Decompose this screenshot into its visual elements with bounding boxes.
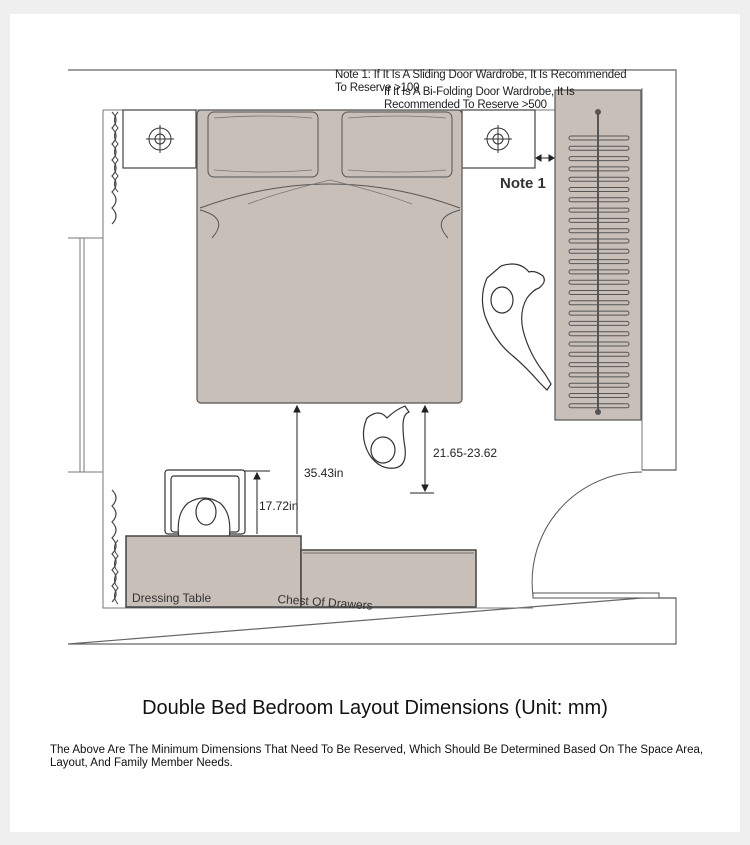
note-2-line1: If It Is A Bi-Folding Door Wardrobe, It Is [384,86,575,98]
note-2-line2: Recommended To Reserve >500 [384,99,547,111]
dressing-table-label: Dressing Table [132,591,212,605]
dim-label-walkway: 21.65-23.62 [433,446,498,460]
chest-of-drawers-label: Chest Of Drawers [277,592,374,613]
wardrobe [555,90,641,420]
note-1-line1: Note 1: If It Is A Sliding Door Wardrobe, It Is Recommended [335,69,627,81]
door [532,470,676,598]
double-bed [197,110,462,403]
window [68,238,103,472]
person-at-wardrobe-icon [482,264,551,390]
dim-bed-dressing [294,406,300,534]
dim-label-chair: 17.72in [259,499,299,513]
walking-person-icon [363,406,409,468]
note-1-tag: Note 1 [500,175,546,192]
dim-label-bed-dressing: 35.43in [304,466,344,480]
note-1-line2: To Reserve >100 [335,82,420,94]
dim-walkway [410,406,434,493]
caption: The Above Are The Minimum Dimensions That Need To Be Reserved, Which Should Be Determined Based On The Space Area, Layout, And Family Member Needs. [50,744,704,769]
page-title: Double Bed Bedroom Layout Dimensions (Unit: mm) [142,697,608,719]
note1-gap-arrow [536,155,554,161]
